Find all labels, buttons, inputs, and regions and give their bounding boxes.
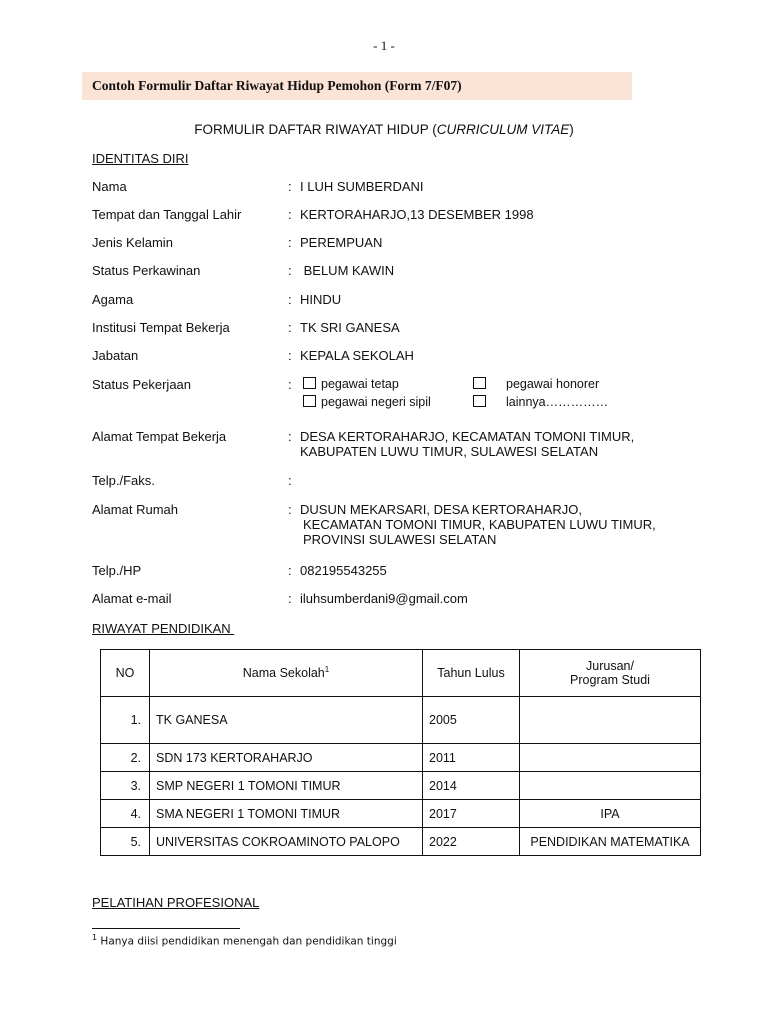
colon: :: [288, 348, 292, 363]
colon: :: [288, 429, 292, 444]
page-number: - 1 -: [373, 38, 395, 53]
label-email: Alamat e-mail: [92, 591, 172, 606]
checkbox-icon[interactable]: [473, 395, 486, 407]
header-jurusan-line2: Program Studi: [570, 673, 650, 687]
option-pegawai-tetap[interactable]: [303, 377, 399, 391]
cell-no: 5.: [101, 828, 150, 856]
title-italic: CURRICULUM VITAE: [436, 122, 570, 137]
label-telp-hp: Telp./HP: [92, 563, 142, 578]
option-label: pegawai negeri sipil: [321, 395, 431, 409]
cell-sekolah: SDN 173 KERTORAHARJO: [150, 744, 423, 772]
value-nama: I LUH SUMBERDANI: [300, 179, 424, 194]
section-pendidikan: RIWAYAT PENDIDIKAN: [92, 621, 235, 636]
colon: :: [288, 591, 292, 606]
label-agama: Agama: [92, 292, 134, 307]
value-agama: HINDU: [300, 292, 342, 307]
section-identitas: IDENTITAS DIRI: [92, 151, 189, 166]
value-alamat-kerja-line2: KABUPATEN LUWU TIMUR, SULAWESI SELATAN: [300, 444, 599, 459]
cell-jurusan: [520, 697, 701, 744]
label-alamat-rumah: Alamat Rumah: [92, 502, 178, 517]
header-jurusan-line1: Jurusan/: [586, 659, 634, 673]
cell-sekolah: UNIVERSITAS COKROAMINOTO PALOPO: [150, 828, 423, 856]
value-alamat-rumah-line1: DUSUN MEKARSARI, DESA KERTORAHARJO,: [300, 502, 582, 517]
value-institusi: TK SRI GANESA: [300, 320, 400, 335]
education-table: [100, 649, 701, 856]
cell-tahun: 2005: [423, 697, 520, 744]
value-email: iluhsumberdani9@gmail.com: [300, 591, 468, 606]
colon: :: [288, 263, 292, 278]
label-telp-faks: Telp./Faks.: [92, 473, 155, 488]
header-tahun: Tahun Lulus: [423, 650, 520, 697]
cell-no: 1.: [101, 697, 150, 744]
label-kelamin: Jenis Kelamin: [92, 235, 173, 250]
option-label: lainnya……………: [506, 395, 609, 409]
colon: :: [288, 179, 292, 194]
colon: :: [288, 292, 292, 307]
value-ttl: KERTORAHARJO,13 DESEMBER 1998: [300, 207, 534, 222]
cell-sekolah: TK GANESA: [150, 697, 423, 744]
value-kelamin: PEREMPUAN: [300, 235, 383, 250]
footnote-divider: [92, 928, 240, 929]
title-close: ): [569, 122, 574, 137]
checkbox-icon[interactable]: [473, 377, 486, 389]
cell-tahun: 2022: [423, 828, 520, 856]
value-jabatan: KEPALA SEKOLAH: [300, 348, 414, 363]
colon: :: [288, 235, 292, 250]
label-ttl: Tempat dan Tanggal Lahir: [92, 207, 242, 222]
label-alamat-kerja: Alamat Tempat Bekerja: [92, 429, 227, 444]
colon: :: [288, 563, 292, 578]
colon: :: [288, 502, 292, 517]
header-no: NO: [101, 650, 150, 697]
banner-text: Contoh Formulir Daftar Riwayat Hidup Pemohon (Form 7/F07): [92, 78, 462, 93]
footnote-ref: 1: [324, 665, 330, 675]
checkbox-icon[interactable]: [303, 377, 316, 389]
cell-tahun: 2014: [423, 772, 520, 800]
form-banner: [82, 72, 632, 100]
cell-no: 4.: [101, 800, 150, 828]
option-label: pegawai tetap: [321, 377, 399, 391]
cell-jurusan: [520, 744, 701, 772]
value-alamat-kerja-line1: DESA KERTORAHARJO, KECAMATAN TOMONI TIMUR,: [300, 429, 635, 444]
colon: :: [288, 320, 292, 335]
table-row: [101, 800, 701, 828]
value-perkawinan: BELUM KAWIN: [300, 263, 395, 278]
table-row: [101, 744, 701, 772]
table-row: [101, 772, 701, 800]
table-row: [101, 697, 701, 744]
footnote-text: Hanya diisi pendidikan menengah dan pendidikan tinggi: [97, 935, 397, 948]
footnote-mark: 1: [92, 933, 98, 942]
colon: :: [288, 473, 292, 488]
cell-tahun: 2011: [423, 744, 520, 772]
value-telp-hp: 082195543255: [300, 563, 387, 578]
option-pegawai-honorer[interactable]: [473, 377, 599, 391]
value-alamat-rumah-line3: PROVINSI SULAWESI SELATAN: [303, 532, 497, 547]
title-main: FORMULIR DAFTAR RIWAYAT HIDUP (: [194, 122, 437, 137]
label-nama: Nama: [92, 179, 127, 194]
label-perkawinan: Status Perkawinan: [92, 263, 201, 278]
footnote: [92, 933, 397, 948]
label-status-pekerjaan: Status Pekerjaan: [92, 377, 192, 392]
colon: :: [288, 377, 292, 392]
label-jabatan: Jabatan: [92, 348, 139, 363]
value-alamat-rumah-line2: KECAMATAN TOMONI TIMUR, KABUPATEN LUWU TIMUR,: [303, 517, 656, 532]
cell-tahun: 2017: [423, 800, 520, 828]
cell-sekolah: SMP NEGERI 1 TOMONI TIMUR: [150, 772, 423, 800]
cell-jurusan: [520, 772, 701, 800]
cell-sekolah: SMA NEGERI 1 TOMONI TIMUR: [150, 800, 423, 828]
cell-jurusan: IPA: [520, 800, 701, 828]
colon: :: [288, 207, 292, 222]
header-sekolah-label: Nama Sekolah: [242, 666, 325, 681]
cell-no: 2.: [101, 744, 150, 772]
section-pelatihan: PELATIHAN PROFESIONAL: [92, 895, 260, 910]
option-label: pegawai honorer: [506, 377, 600, 391]
option-pegawai-negeri-sipil[interactable]: [303, 395, 431, 409]
header-sekolah: [150, 650, 423, 697]
cell-no: 3.: [101, 772, 150, 800]
table-row: [101, 828, 701, 856]
table-header-row: [101, 650, 701, 697]
checkbox-icon[interactable]: [303, 395, 316, 407]
option-lainnya[interactable]: [473, 395, 608, 409]
page-title: [0, 122, 768, 137]
label-institusi: Institusi Tempat Bekerja: [92, 320, 230, 335]
cell-jurusan: PENDIDIKAN MATEMATIKA: [520, 828, 701, 856]
header-jurusan: [520, 650, 701, 697]
